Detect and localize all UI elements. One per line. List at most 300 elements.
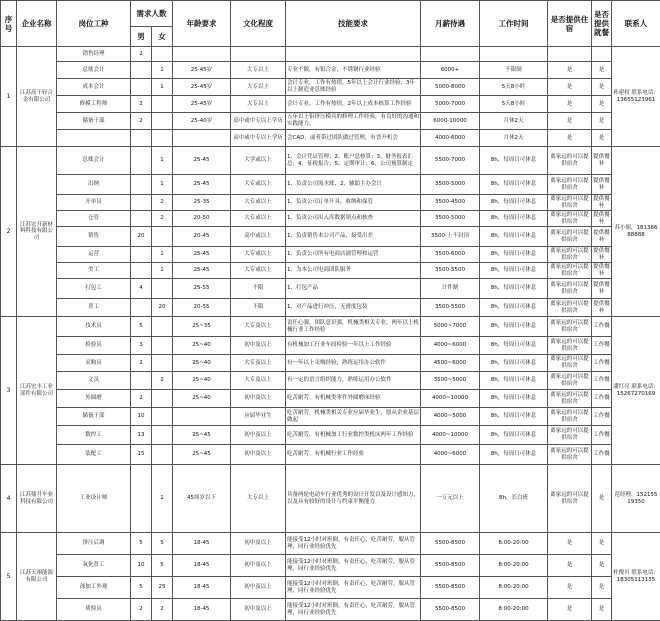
cell-meals [592,47,612,62]
cell-female: 5 [152,533,173,555]
table-row [1,426,660,445]
cell-skills: 1、会计凭证管理；2、账户总核算；3、财务报表汇总；4、征税报告；5、定期审计；6、公司预算制定 [286,147,421,175]
cell-female [152,337,173,355]
header-education: 文化程度 [231,1,286,47]
cell-position: 工业设计师 [57,465,131,533]
cell-skills: 五年以上铝挤压模具的修理工作经验，有良好的沟通和实践能力。 [286,113,421,130]
cell-position: 出纳 [57,175,131,195]
cell-age [173,47,231,62]
cell-education: 初中及以上 [231,599,286,621]
cell-age: 20-50 [173,211,231,227]
cell-hours: 8:00-20:00 [480,555,548,577]
cell-female: 2 [152,211,173,227]
cell-male: 10 [131,555,152,577]
cell-female: 2 [152,599,173,621]
cell-lodging: 离家远的可以提供宿舍 [548,372,592,390]
cell-age [173,130,231,147]
company-name: 江苏天翊能源有限公司 [17,533,57,621]
table-row [1,408,660,426]
cell-age [173,408,231,426]
cell-meals: 提供餐补 [592,227,612,247]
cell-education: 大专及以上 [231,372,286,390]
cell-male: 5 [131,533,152,555]
cell-skills: 1、打包产品 [286,279,421,299]
cell-age: 18-45 [173,555,231,577]
header-hours: 工作时间 [480,1,548,47]
cell-female [152,47,173,62]
cell-age: 18-45 [173,599,231,621]
cell-female: 1 [152,175,173,195]
table-row [1,533,660,555]
cell-lodging: 是 [548,555,592,577]
table-row [1,62,660,79]
header-contact: 联系人 [612,1,660,47]
header-salary: 月薪待遇 [421,1,480,47]
cell-lodging: 是 [548,533,592,555]
cell-lodging: 离家远的可以提供宿舍 [548,408,592,426]
cell-education: 大专以上 [231,96,286,113]
cell-education: 初中及以上 [231,555,286,577]
cell-meals: 是 [592,599,612,621]
cell-position: 销售经理 [57,47,131,62]
cell-position: 普工 [57,299,131,317]
header-company: 企业名称 [17,1,57,47]
cell-hours: 8h，长白班 [480,465,548,533]
cell-hours: 8h，每周日可休息 [480,279,548,299]
cell-meals: 是 [592,465,612,533]
cell-hours: 8h，每周日可休息 [480,445,548,465]
cell-lodging: 离家远的可以提供宿舍 [548,147,592,175]
table-row [1,247,660,263]
cell-position: 外圆磨 [57,390,131,408]
cell-age: 20-45 [173,227,231,247]
cell-hours: 8h，每周日可休息 [480,355,548,372]
cell-education: 不限 [231,279,286,299]
cell-salary: 5000-8000 [421,79,480,96]
cell-meals: 工作餐 [592,372,612,390]
cell-female [152,96,173,113]
cell-education: 大专及以上 [231,355,286,372]
cell-salary: 3500-5500 [421,299,480,317]
cell-age: 25-55 [173,279,231,299]
cell-position: 打包工 [57,279,131,299]
cell-position: 储备干部 [57,408,131,426]
cell-meals: 是 [592,79,612,96]
cell-lodging: 是 [548,96,592,113]
cell-meals: 是 [592,533,612,555]
cell-education: 初中及以上 [231,337,286,355]
cell-lodging: 离家远的可以提供宿舍 [548,195,592,211]
cell-lodging: 是 [548,113,592,130]
cell-male: 5 [131,577,152,599]
cell-hours: 8h，每周日可休息 [480,147,548,175]
company-contact: 范经理，15215519350 [612,465,660,533]
cell-skills: 有机械加工行业车间检验一年以上工作经验 [286,337,421,355]
cell-education: 大专或以上 [231,263,286,279]
cell-salary: 3500~5000 [421,372,480,390]
cell-female: 1 [152,62,173,79]
cell-female [152,408,173,426]
cell-male [131,299,152,317]
cell-male: 2 [131,113,152,130]
cell-hours: 5天8小时 [480,79,548,96]
header-no: 序号 [1,1,17,47]
cell-hours: 8h，每周日可休息 [480,195,548,211]
cell-male: 13 [131,426,152,445]
cell-salary: 3500-5000 [421,175,480,195]
cell-hours: 5天8小时 [480,96,548,113]
table-row [1,96,660,113]
cell-lodging: 离家远的可以提供宿舍 [548,426,592,445]
cell-age: 25-45 [173,147,231,175]
cell-salary: 5500-7000 [421,147,480,175]
cell-position: 运营 [57,247,131,263]
cell-male [131,465,152,533]
cell-salary: 5500-8500 [421,533,480,555]
cell-meals: 工作餐 [592,355,612,372]
cell-male [131,372,152,390]
company-number: 3 [1,317,17,465]
cell-skills: 有一年以上采购经验，熟练运用办公软件 [286,355,421,372]
cell-skills: 能接受12小时对班倒，有责任心，吃苦耐劳，服从管理，同行业经验优先 [286,533,421,555]
cell-female: 2 [152,372,173,390]
cell-female: 20 [152,299,173,317]
cell-lodging: 离家远的可以提供宿舍 [548,227,592,247]
cell-salary: 5500-8500 [421,577,480,599]
cell-lodging: 离家远的可以提供宿舍 [548,317,592,337]
cell-salary: 5500-8500 [421,599,480,621]
table-row [1,317,660,337]
cell-salary [421,47,480,62]
cell-lodging: 离家远的可以提供宿舍 [548,211,592,227]
cell-hours: 8:00-20:00 [480,533,548,555]
cell-meals: 提供餐补 [592,175,612,195]
cell-age: 25-45 [173,263,231,279]
cell-skills: 1、为本公司电商团队服务 [286,263,421,279]
cell-hours: 8h，每周日可休息 [480,227,548,247]
table-row [1,113,660,130]
cell-lodging: 是 [548,79,592,96]
cell-skills: 会计专业，工作有热情，2年以上成本核算工作经验 [286,96,421,113]
header-lodging: 是否提供住宿 [548,1,592,47]
cell-lodging: 是 [548,577,592,599]
table-row [1,211,660,227]
company-number: 5 [1,533,17,621]
cell-position: 开单员 [57,195,131,211]
cell-lodging: 离家远的可以提供宿舍 [548,355,592,372]
company-number: 2 [1,147,17,317]
cell-meals: 工作餐 [592,408,612,426]
table-row [1,279,660,299]
cell-education: 高中或中专以上学历 [231,113,286,130]
cell-lodging: 离家远的可以提供宿舍 [548,175,592,195]
cell-salary: 4000-6000 [421,130,480,147]
cell-female: 1 [152,247,173,263]
cell-meals: 是 [592,577,612,599]
cell-female [152,426,173,445]
cell-skills: 能接受12小时对班倒，有责任心，吃苦耐劳，服从管理，同行业经验优先 [286,555,421,577]
cell-salary: 3500-6000 [421,247,480,263]
cell-hours: 8h，每周日可休息 [480,175,548,195]
cell-lodging: 离家远的可以提供宿舍 [548,445,592,465]
cell-skills: 吃苦耐劳，机械类相关专业应届毕业生，愿从企业基层做起 [286,408,421,426]
cell-age: 25~40 [173,372,231,390]
cell-age: 25~45 [173,426,231,445]
table-row [1,299,660,317]
cell-skills: 能接受12小时对班倒，有责任心，吃苦耐劳，服从管理，同行业经验优先 [286,577,421,599]
cell-position: 储备干部 [57,113,131,130]
cell-hours: 8h，每周日可休息 [480,211,548,227]
cell-hours: 8h，每周日可休息 [480,426,548,445]
cell-age: 25~35 [173,317,231,337]
cell-male [131,130,152,147]
cell-female: 1 [152,263,173,279]
cell-education: 不限 [231,299,286,317]
table-row [1,445,660,465]
cell-lodging: 离家远的可以提供宿舍 [548,263,592,279]
company-contact: 孙建权 联系电话：13655123961 [612,47,660,147]
cell-skills: 1、对产品进行冲压，无滑度包装 [286,299,421,317]
cell-female: 2 [152,195,173,211]
cell-hours: 不限制 [480,62,548,79]
company-contact: 苏小姐，18136688888 [612,147,660,317]
cell-salary: 3500-5500 [421,263,480,279]
cell-position [57,130,131,147]
company-name: 江苏宏丰工业部件有限公司 [17,317,57,465]
cell-education: 大专以上 [231,79,286,96]
cell-male [131,247,152,263]
cell-salary: 6000-10000 [421,113,480,130]
table-body [1,47,660,621]
cell-female [152,445,173,465]
cell-age: 25-45 [173,247,231,263]
cell-skills: 吃苦耐劳，有机械类零件外圆磨床经验 [286,390,421,408]
cell-education [231,47,286,62]
table-row [1,147,660,175]
cell-skills: 1、负责公司流水账，2、辅助主办会计 [286,175,421,195]
cell-male [131,62,152,79]
cell-male [131,79,152,96]
cell-meals: 提供餐补 [592,279,612,299]
cell-hours: 8h，每周日可休息 [480,247,548,263]
cell-skills: 1、负责销售本公司产品，接受出差 [286,227,421,247]
cell-position: 成本会计 [57,79,131,96]
cell-hours: 8h，每周日可休息 [480,408,548,426]
cell-hours: 8:00-20:00 [480,599,548,621]
cell-age: 25~40 [173,355,231,372]
cell-meals: 是 [592,555,612,577]
cell-male: 4 [131,279,152,299]
cell-meals: 提供餐补 [592,299,612,317]
cell-education: 大专及以上 [231,317,286,337]
cell-age: 25-35 [173,195,231,211]
cell-age: 25~40 [173,390,231,408]
cell-meals: 是 [592,96,612,113]
cell-male: 5 [131,317,152,337]
cell-age: 18-45 [173,533,231,555]
cell-male [131,147,152,175]
cell-male: 2 [131,47,152,62]
cell-male: 2 [131,355,152,372]
cell-skills: 专业不限，有铝合金，不锈钢行业经验 [286,62,421,79]
cell-lodging: 是 [548,62,592,79]
cell-skills: 会计专业，工作有热情，5年以上会计行业经验，3年以上制造业总账经验 [286,79,421,96]
cell-meals: 是 [592,113,612,130]
cell-salary: 4500~6000 [421,355,480,372]
cell-salary: 6000+ [421,62,480,79]
cell-position: 挤压后调 [57,533,131,555]
cell-age: 25-45岁 [173,96,231,113]
cell-position: 数控工 [57,426,131,445]
company-name: 江苏高千轻合金有限公司 [17,47,57,147]
cell-position: 文员 [57,372,131,390]
company-contact: 杜俊贝 联系电话：18305113135 [612,533,660,621]
company-number: 4 [1,465,17,533]
cell-education: 大专或以上 [231,195,286,211]
cell-lodging: 是 [548,599,592,621]
company-name: 江苏宏升新材料科技有限公司 [17,147,57,317]
cell-salary: 4000~10000 [421,390,480,408]
header-position: 岗位工种 [57,1,131,47]
cell-lodging: 离家远的可以提供宿舍 [548,247,592,263]
cell-salary: 4000~6000 [421,337,480,355]
cell-skills: 具备两轮电动车行业优秀的设计开发以及设计感知力，以及具有较好的设计与约束平衡能力 [286,465,421,533]
cell-hours: 月休2天 [480,113,548,130]
cell-education: 初中及以上 [231,390,286,408]
table-row [1,175,660,195]
cell-education: 高中或中专以上学历 [231,130,286,147]
cell-female: 1 [152,79,173,96]
cell-male: 2 [131,96,152,113]
cell-position: 技术员 [57,317,131,337]
cell-skills: 1、负责公司出入库数据填点和核查 [286,211,421,227]
cell-age: 45周岁以下 [173,465,231,533]
cell-meals: 工作餐 [592,337,612,355]
cell-salary: 4000~10000 [421,426,480,445]
cell-skills: 会CAD，或者带过团队做过管理，有晋升机会 [286,130,421,147]
cell-male [131,211,152,227]
cell-salary: 5000~7000 [421,317,480,337]
cell-salary: 3500-4500 [421,195,480,211]
table-row [1,263,660,279]
cell-male: 2 [131,599,152,621]
cell-salary: 4000~5000 [421,408,480,426]
table-row [1,79,660,96]
header-male: 男 [131,27,152,47]
cell-female [152,355,173,372]
table-row [1,390,660,408]
table-row [1,555,660,577]
cell-salary: 4000~6000 [421,445,480,465]
cell-education: 初中及以上 [231,445,286,465]
cell-position: 装配工 [57,445,131,465]
table-row [1,337,660,355]
cell-lodging: 离家远的可以提供宿舍 [548,390,592,408]
cell-skills: 1、负责公司所有电商店铺管理和运营 [286,247,421,263]
cell-position: 销售 [57,227,131,247]
cell-skills: 能接受12小时对班倒，有责任心，吃苦耐劳，服从管理，同行业经验优先 [286,599,421,621]
table-row [1,130,660,147]
cell-meals: 工作餐 [592,445,612,465]
cell-skills: 责任心强，团队意识强，机械类相关专业，两年以上机械行业工作经验 [286,317,421,337]
table-row [1,577,660,599]
cell-female: 1 [152,465,173,533]
cell-hours: 8h，每周日可休息 [480,337,548,355]
table-row [1,465,660,533]
cell-skills: 1、负责公司订单开具，收纳和保管 [286,195,421,211]
cell-male [131,175,152,195]
cell-meals: 提供餐补 [592,195,612,211]
cell-male: 2 [131,390,152,408]
cell-female: 5 [152,555,173,577]
cell-education: 初中及以上 [231,426,286,445]
cell-meals: 提供餐补 [592,147,612,175]
cell-education: 应届毕业生 [231,408,286,426]
cell-position: 采购员 [57,355,131,372]
header-female: 女 [152,27,173,47]
cell-position: 质检员 [57,599,131,621]
cell-age: 25-45岁 [173,62,231,79]
cell-position: 总账会计 [57,147,131,175]
table-row [1,355,660,372]
table-row [1,599,660,621]
cell-female [152,317,173,337]
cell-salary: 3500-上不封顶 [421,227,480,247]
cell-meals: 工作餐 [592,317,612,337]
cell-hours: 8h，每周日可休息 [480,317,548,337]
cell-education: 高中或以上 [231,227,286,247]
cell-hours: 8h，每周日可休息 [480,372,548,390]
cell-skills: 吃苦耐劳，有机械加工行业数控类机床两年工作经验 [286,426,421,445]
table-row [1,195,660,211]
cell-male: 20 [131,227,152,247]
cell-education: 大专或以上 [231,247,286,263]
cell-education: 初中及以上 [231,577,286,599]
header-meals: 是否提供就餐 [592,1,612,47]
cell-male: 10 [131,408,152,426]
company-number: 1 [1,47,17,147]
cell-meals: 工作餐 [592,390,612,408]
cell-female: 25 [152,577,173,599]
cell-position: 仓管 [57,211,131,227]
cell-male: 15 [131,445,152,465]
cell-lodging: 离家远的可以提供宿舍 [548,465,592,533]
cell-lodging: 离家远的可以提供宿舍 [548,279,592,299]
cell-female [152,390,173,408]
cell-age: 25-45 [173,175,231,195]
cell-hours: 8h，每周日可休息 [480,263,548,279]
cell-salary: 5000-7000 [421,96,480,113]
cell-female [152,279,173,299]
cell-meals: 是 [592,62,612,79]
cell-salary: 5500-8500 [421,555,480,577]
cell-education: 大学或以上 [231,147,286,175]
cell-age: 25~40 [173,337,231,355]
cell-age: 20-55 [173,299,231,317]
cell-male: 3 [131,337,152,355]
cell-hours: 8h，每周日可休息 [480,390,548,408]
cell-education: 大专或以上 [231,211,286,227]
cell-position: 氧化普工 [57,555,131,577]
cell-position: 修模工程师 [57,96,131,113]
header-age: 年龄要求 [173,1,231,47]
table-row [1,372,660,390]
table-row [1,227,660,247]
cell-lodging: 离家远的可以提供宿舍 [548,337,592,355]
cell-skills: 吃苦耐劳，有机械行业工作经验 [286,445,421,465]
cell-lodging: 离家远的可以提供宿舍 [548,299,592,317]
cell-female: 1 [152,147,173,175]
